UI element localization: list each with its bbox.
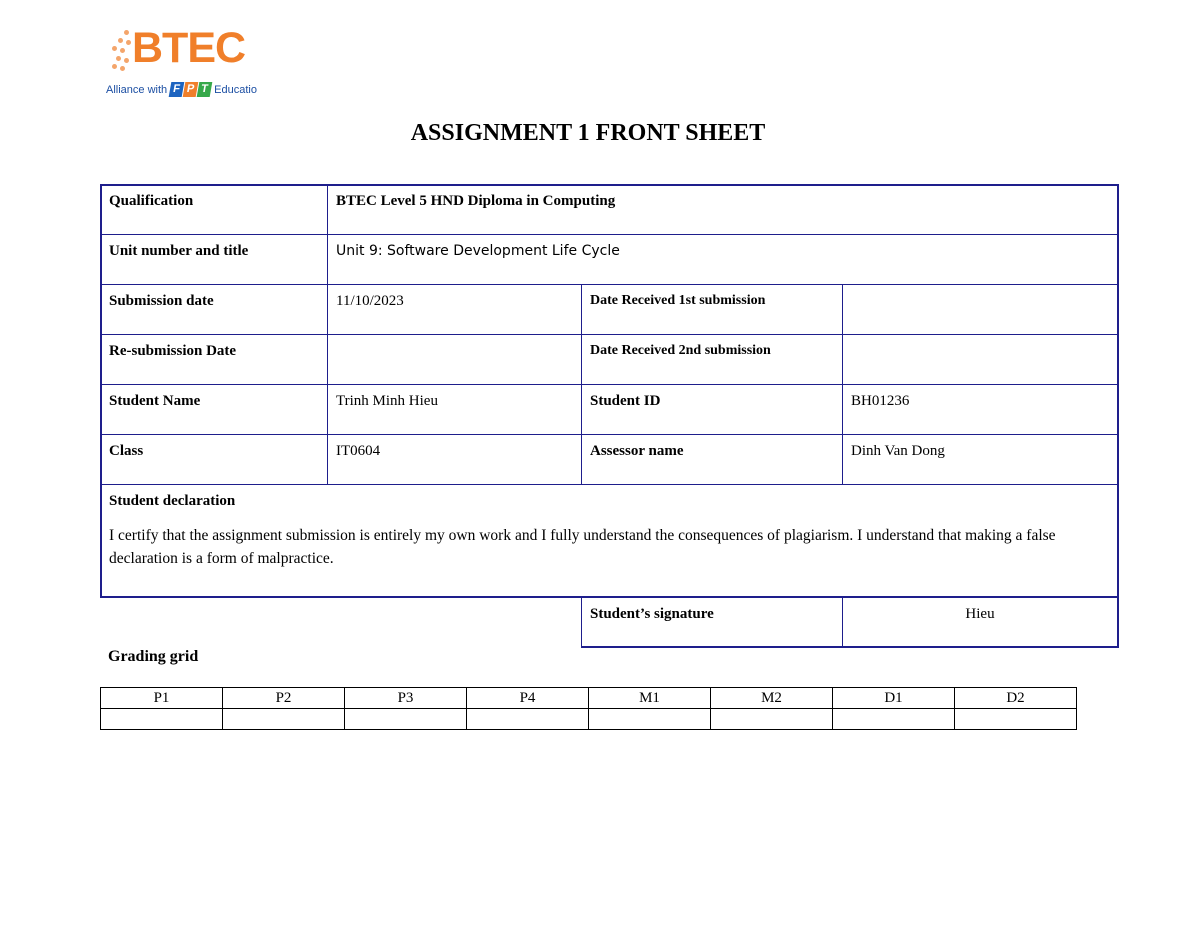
grade-cell — [711, 709, 833, 730]
student-name-label: Student Name — [100, 384, 328, 435]
grade-cell — [833, 709, 955, 730]
grade-p2: P2 — [223, 688, 345, 709]
unit-label: Unit number and title — [100, 234, 328, 285]
grade-d2: D2 — [955, 688, 1077, 709]
received-1-value — [842, 284, 1119, 335]
logo-brand: BTEC — [132, 24, 246, 72]
signature-value: Hieu — [842, 597, 1119, 648]
assessor-value: Dinh Van Dong — [842, 434, 1119, 485]
received-1-label: Date Received 1st submission — [581, 284, 843, 335]
submission-date-label: Submission date — [100, 284, 328, 335]
grade-p3: P3 — [345, 688, 467, 709]
fpt-f: F — [169, 82, 185, 97]
grade-cell — [589, 709, 711, 730]
signature-label: Student’s signature — [581, 597, 843, 648]
fpt-t: T — [197, 82, 213, 97]
grade-cell — [955, 709, 1077, 730]
student-id-label: Student ID — [581, 384, 843, 435]
grade-cell — [345, 709, 467, 730]
grade-cell — [223, 709, 345, 730]
grading-grid — [100, 687, 1077, 730]
grade-m1: M1 — [589, 688, 711, 709]
grading-header-row — [101, 688, 1077, 709]
unit-value: Unit 9: Software Development Life Cycle — [327, 234, 1119, 285]
grade-cell — [467, 709, 589, 730]
resubmission-label: Re-submission Date — [100, 334, 328, 385]
grade-p1: P1 — [101, 688, 223, 709]
declaration-section — [100, 484, 1119, 598]
declaration-label: Student declaration — [109, 493, 236, 509]
declaration-text: I certify that the assignment submission is entirely my own work and I fully understand the consequences of plagiarism. I understand that making a false declaration is a form of malpractice. — [109, 527, 1056, 567]
grade-p4: P4 — [467, 688, 589, 709]
student-name-value: Trinh Minh Hieu — [327, 384, 582, 435]
class-value: IT0604 — [327, 434, 582, 485]
resubmission-value — [327, 334, 582, 385]
logo-tagline — [106, 82, 257, 97]
class-label: Class — [100, 434, 328, 485]
qualification-value: BTEC Level 5 HND Diploma in Computing — [327, 184, 1119, 235]
grading-grid-title: Grading grid — [108, 648, 199, 665]
qualification-label: Qualification — [100, 184, 328, 235]
received-2-label: Date Received 2nd submission — [581, 334, 843, 385]
grade-d1: D1 — [833, 688, 955, 709]
btec-logo — [106, 24, 256, 104]
grade-m2: M2 — [711, 688, 833, 709]
tagline-right: Educatio — [214, 83, 257, 96]
fpt-logo — [170, 82, 211, 97]
assessor-label: Assessor name — [581, 434, 843, 485]
tagline-left: Alliance with — [106, 83, 168, 96]
submission-date-value: 11/10/2023 — [327, 284, 582, 335]
fpt-p: P — [183, 82, 199, 97]
received-2-value — [842, 334, 1119, 385]
grade-cell — [101, 709, 223, 730]
grading-value-row — [101, 709, 1077, 730]
student-id-value: BH01236 — [842, 384, 1119, 435]
page-title: ASSIGNMENT 1 FRONT SHEET — [410, 120, 766, 146]
